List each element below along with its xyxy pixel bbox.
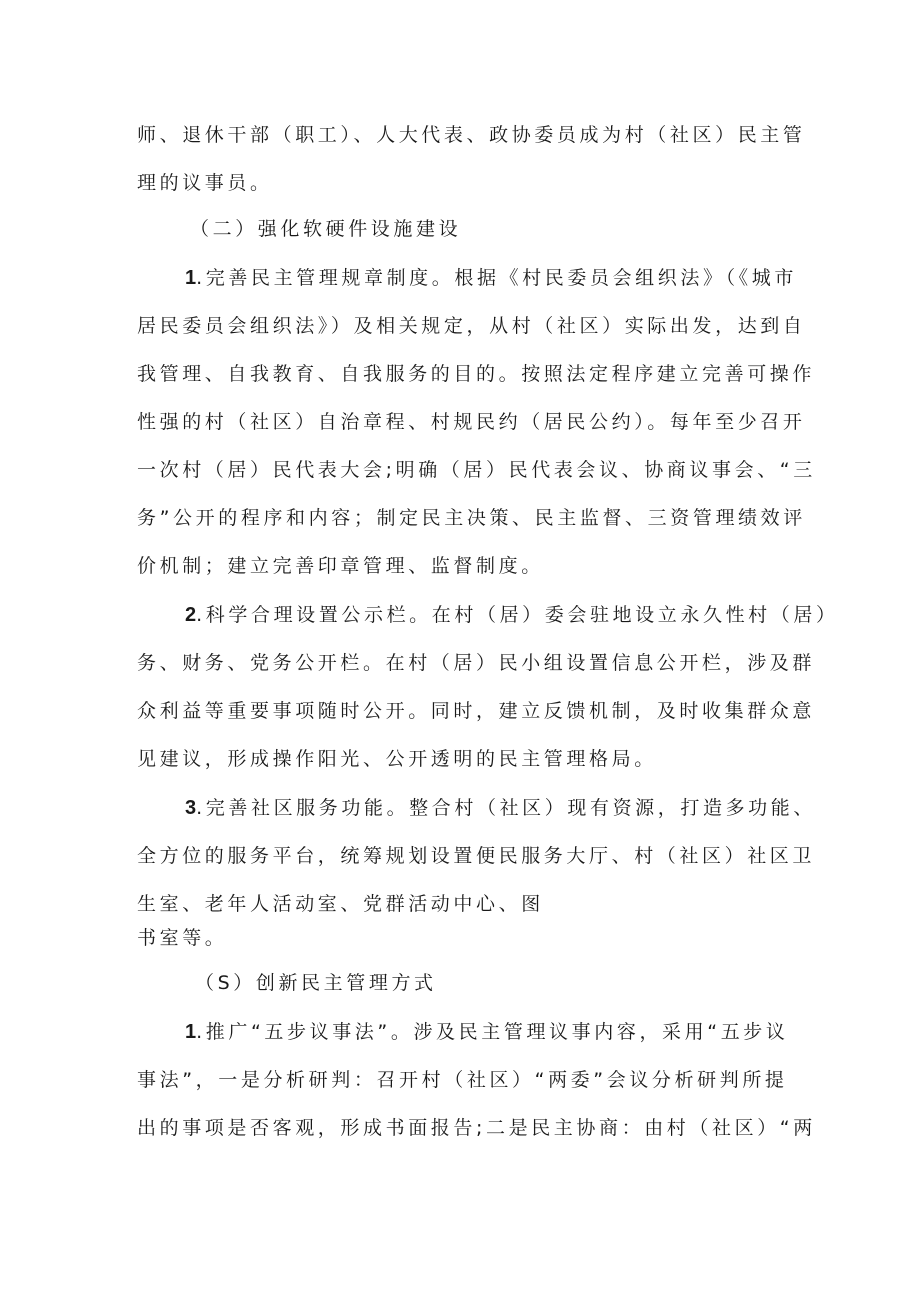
section-heading: （二）强化软硬件设施建设 [190, 218, 462, 240]
paragraph-line: 务”公开的程序和内容；制定民主决策、民主监督、三资管理绩效评 [137, 507, 806, 529]
paragraph-line: 居民委员会组织法》）及相关规定，从村（社区）实际出发，达到自 [137, 315, 806, 337]
paragraph-line: 3.完善社区服务功能。整合村（社区）现有资源，打造多功能、 [185, 797, 816, 819]
paragraph-line: 理的议事员。 [137, 172, 273, 194]
paragraph-line: 出的事项是否客观，形成书面报告;二是民主协商：由村（社区）“两 [137, 1117, 816, 1139]
item-number: 3 [185, 797, 197, 819]
item-number: 2 [185, 604, 197, 626]
paragraph-line: 1.完善民主管理规章制度。根据《村民委员会组织法》（《城市 [185, 267, 797, 289]
paragraph-line: 1.推广“五步议事法”。涉及民主管理议事内容，采用“五步议 [185, 1021, 789, 1043]
paragraph-line: 价机制；建立完善印章管理、监督制度。 [137, 555, 544, 577]
paragraph-line: 全方位的服务平台，统筹规划设置便民服务大厅、村（社区）社区卫 [137, 845, 816, 867]
paragraph-line: 众利益等重要事项随时公开。同时，建立反馈机制，及时收集群众意 [137, 700, 816, 722]
section-heading: （S）创新民主管理方式 [195, 972, 437, 994]
paragraph-line: 务、财务、党务公开栏。在村（居）民小组设置信息公开栏，涉及群 [137, 652, 816, 674]
item-number: 1 [185, 267, 197, 289]
paragraph-line: 生室、老年人活动室、党群活动中心、图 [137, 893, 544, 915]
paragraph-line: 师、退休干部（职工）、人大代表、政协委员成为村（社区）民主管 [137, 124, 806, 146]
paragraph-line: 见建议，形成操作阳光、公开透明的民主管理格局。 [137, 748, 657, 770]
paragraph-line: 性强的村（社区）自治章程、村规民约（居民公约）。每年至少召开 [137, 411, 806, 433]
paragraph-line: 我管理、自我教育、自我服务的目的。按照法定程序建立完善可操作 [137, 363, 816, 385]
paragraph-line: 书室等。 [137, 927, 228, 949]
paragraph-line: 2.科学合理设置公示栏。在村（居）委会驻地设立永久性村（居） [185, 604, 839, 626]
paragraph-line: 一次村（居）民代表大会;明确（居）民代表会议、协商议事会、“三 [137, 459, 816, 481]
item-number: 1 [185, 1021, 197, 1043]
paragraph-line: 事法”，一是分析研判：召开村（社区）“两委”会议分析研判所提 [137, 1069, 788, 1091]
